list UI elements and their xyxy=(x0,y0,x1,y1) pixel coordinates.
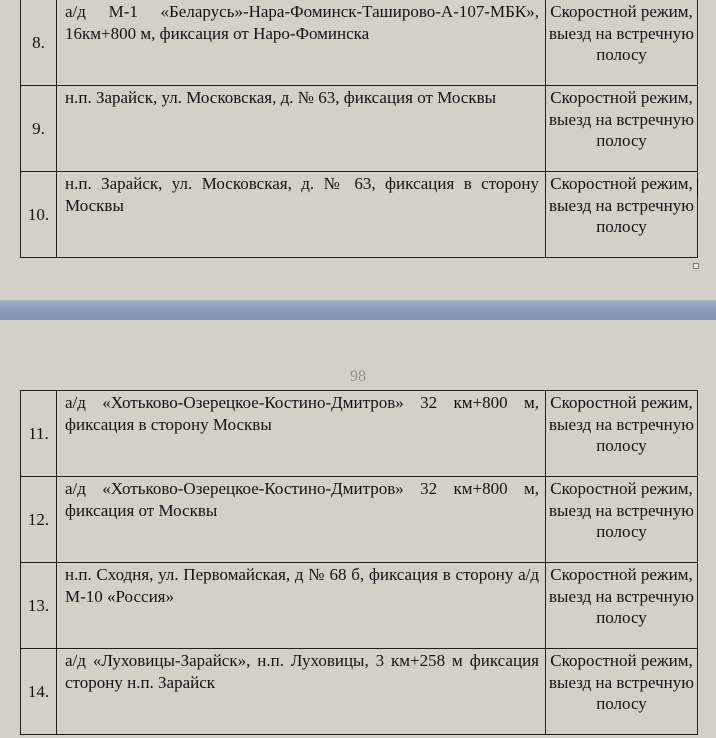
violation-type: Скоростной режим, выезд на встречную полосу xyxy=(546,0,698,86)
document-page-98[interactable] xyxy=(0,320,716,738)
row-number: 9. xyxy=(21,86,57,172)
table-row xyxy=(21,172,698,258)
page-separator xyxy=(0,300,716,320)
violation-type: Скоростной режим, выезд на встречную полосу xyxy=(546,649,698,735)
table-row xyxy=(21,0,698,86)
camera-locations-table-bottom xyxy=(20,390,698,735)
camera-locations-table-top xyxy=(20,0,698,258)
location-description: а/д М-1 «Беларусь»-Нара-Фоминск-Таширово-А-107-МБК», 16км+800 м, фиксация от Наро-Фоминска xyxy=(57,0,546,86)
table-row xyxy=(21,86,698,172)
row-number: 8. xyxy=(21,0,57,86)
violation-type: Скоростной режим, выезд на встречную полосу xyxy=(546,563,698,649)
violation-type: Скоростной режим, выезд на встречную полосу xyxy=(546,172,698,258)
row-number: 11. xyxy=(21,391,57,477)
location-description: н.п. Зарайск, ул. Московская, д. № 63, фиксация от Москвы xyxy=(57,86,546,172)
location-description: а/д «Луховицы-Зарайск», н.п. Луховицы, 3 км+258 м фиксация сторону н.п. Зарайск xyxy=(57,649,546,735)
row-number: 13. xyxy=(21,563,57,649)
violation-type: Скоростной режим, выезд на встречную полосу xyxy=(546,86,698,172)
document-page-97[interactable] xyxy=(0,0,716,300)
location-description: н.п. Зарайск, ул. Московская, д. № 63, фиксация в сторону Москвы xyxy=(57,172,546,258)
location-description: а/д «Хотьково-Озерецкое-Костино-Дмитров» 32 км+800 м, фиксация в сторону Москвы xyxy=(57,391,546,477)
table-row xyxy=(21,477,698,563)
location-description: н.п. Сходня, ул. Первомайская, д № 68 б, фиксация в сторону а/д М-10 «Россия» xyxy=(57,563,546,649)
table-resize-handle[interactable] xyxy=(693,263,699,269)
page-number: 98 xyxy=(350,368,366,385)
row-number: 14. xyxy=(21,649,57,735)
row-number: 10. xyxy=(21,172,57,258)
violation-type: Скоростной режим, выезд на встречную полосу xyxy=(546,477,698,563)
table-row xyxy=(21,649,698,735)
row-number: 12. xyxy=(21,477,57,563)
violation-type: Скоростной режим, выезд на встречную полосу xyxy=(546,391,698,477)
location-description: а/д «Хотьково-Озерецкое-Костино-Дмитров» 32 км+800 м, фиксация от Москвы xyxy=(57,477,546,563)
table-row xyxy=(21,563,698,649)
table-row xyxy=(21,391,698,477)
text-cursor xyxy=(697,178,698,196)
